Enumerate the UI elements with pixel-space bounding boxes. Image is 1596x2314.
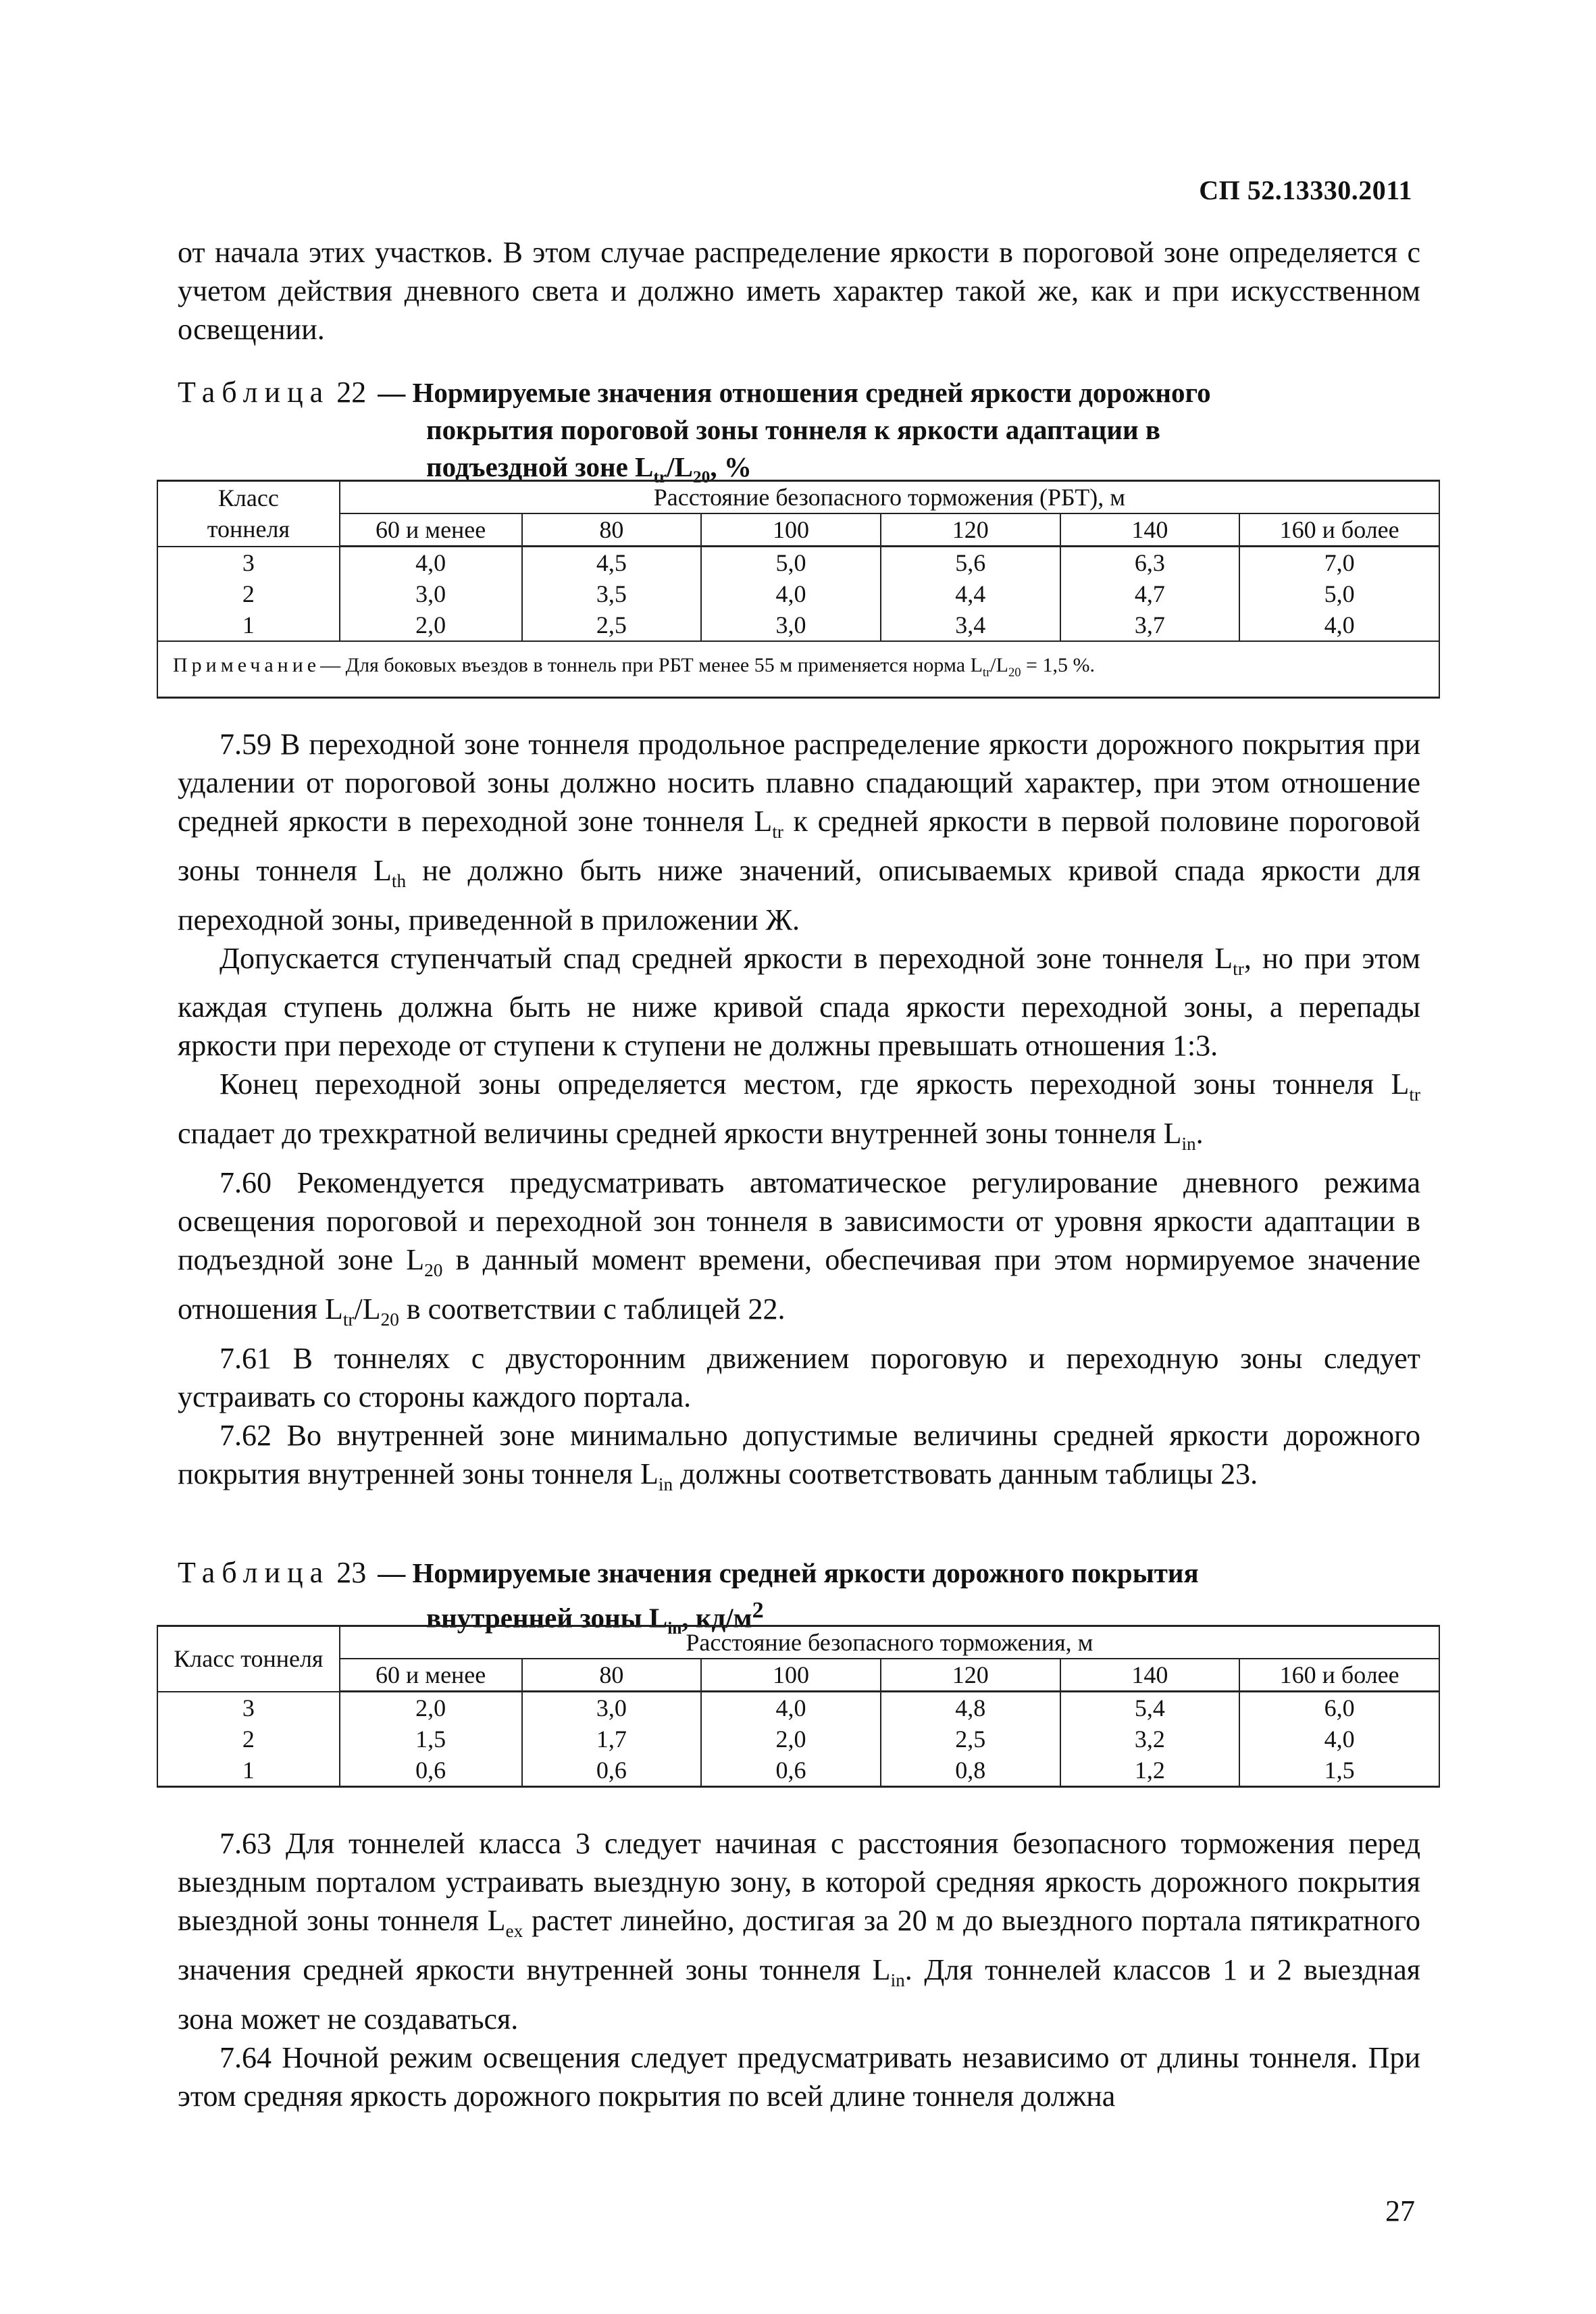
caption-number: 22 (336, 376, 367, 409)
value-cell: 6,3 (1060, 547, 1240, 579)
intro-paragraph (178, 233, 1420, 349)
value-cell: 3,0 (701, 609, 881, 641)
paragraph-7-64: 7.64 Ночной режим освещения следует предусматривать независимо от длины тоннеля. При этом средняя яркость дорожного покрытия по всей длине тоннеля должна (178, 2040, 1420, 2113)
value-cell: 2,0 (701, 1724, 881, 1755)
column-header: 80 (522, 1659, 702, 1692)
value-cell: 4,4 (881, 578, 1060, 609)
value-cell: 0,6 (701, 1755, 881, 1787)
document-code: СП 52.13330.2011 (1199, 175, 1412, 205)
class-cell: 2 (157, 1724, 340, 1755)
paragraph-end: Конец переходной зоны определяется местом, где яркость переходной зоны тоннеля $L_{tr}$ спадает до трехкратной величины средней яркости внутренней зоны тоннеля $L_{in}$. (178, 1067, 1420, 1154)
column-header: 140 (1060, 1659, 1240, 1692)
caption-title: — Нормируемые значения отношения средней яркости дорожного (378, 377, 1211, 408)
class-cell: 1 (157, 1755, 340, 1787)
table-row (157, 1755, 1439, 1787)
value-cell: 4,8 (881, 1692, 1060, 1724)
column-header: 120 (881, 1659, 1060, 1692)
column-header: 120 (881, 513, 1060, 547)
value-cell: 1,7 (522, 1724, 702, 1755)
main-text (178, 725, 1420, 1503)
paragraph-7-62: 7.62 Во внутренней зоне минимально допустимые величины средней яркости дорожного покрытия внутренней зоны тоннеля $L_{in}$ должны соответствовать данным таблицы 23. (178, 1418, 1420, 1494)
table-row (157, 578, 1439, 609)
header-class: Класс тоннеля (157, 481, 340, 547)
value-cell: 5,0 (701, 547, 881, 579)
value-cell: 4,5 (522, 547, 702, 579)
value-cell: 4,7 (1060, 578, 1240, 609)
caption-label: Таблица (178, 376, 330, 409)
value-cell: 4,0 (340, 547, 522, 579)
table-row (157, 547, 1439, 579)
value-cell: 3,0 (340, 578, 522, 609)
table-note-row (157, 641, 1439, 698)
paragraph-step: Допускается ступенчатый спад средней яркости в переходной зоне тоннеля $L_{tr}$, но при этом каждая ступень должна быть не ниже кривой спада яркости переходной зоны, а перепады яркости при переходе от ступени к ступени не должны превышать отношения 1:3. (178, 941, 1420, 1063)
caption-title-line-2: внутренней зоны $L_{in}$, $кд/м^2$ (426, 1598, 764, 1638)
value-cell: 3,7 (1060, 609, 1240, 641)
value-cell: 2,0 (340, 1692, 522, 1724)
paragraph-7-63: 7.63 Для тоннелей класса 3 следует начиная с расстояния безопасного торможения перед выездным порталом устраивать выездную зону, в которой средняя яркость дорожного покрытия выездной зоны тоннеля $L_{ex}$ растет линейно, достигая за 20 м до выездного портала пятикратного значения средней яркости внутренней зоны тоннеля $L_{in}$. Для тоннелей классов 1 и 2 выездная зона может не создаваться. (178, 1827, 1421, 2036)
paragraph-7-60: 7.60 Рекомендуется предусматривать автоматическое регулирование дневного режима освещения пороговой и переходной зон тоннеля в зависимости от уровня яркости адаптации в подъездной зоне $L_{20}$ в данный момент времени, обеспечивая при этом нормируемое значение отношения $L_{tr}/L_{20}$ в соответствии с таблицей 22. (178, 1165, 1420, 1330)
column-header: 140 (1060, 513, 1240, 547)
value-cell: 3,5 (522, 578, 702, 609)
value-cell: 2,5 (522, 609, 702, 641)
column-header: 100 (701, 1659, 881, 1692)
class-cell: 1 (157, 609, 340, 641)
table-22 (157, 480, 1440, 699)
column-header: 100 (701, 513, 881, 547)
value-cell: 0,8 (881, 1755, 1060, 1787)
main-text-bottom (178, 1824, 1420, 2115)
paragraph-7-61: 7.61 В тоннелях с двусторонним движением пороговую и переходную зоны следует устраивать со стороны каждого портала. (178, 1341, 1420, 1413)
header-distance-group: Расстояние безопасного торможения, м (340, 1626, 1439, 1659)
caption-number: 23 (336, 1556, 367, 1589)
table-note: Примечание— Для боковых въездов в тоннель при РБТ менее 55 м применяется норма $L_{tr}/L_{20} = 1,5$ %. (157, 641, 1439, 698)
paragraph: от начала этих участков. В этом случае распределение яркости в пороговой зоне определяется с учетом действия дневного света и должно иметь характер такой же, как и при искусственном освещении. (178, 236, 1420, 346)
value-cell: 0,6 (522, 1755, 702, 1787)
value-cell: 5,0 (1239, 578, 1439, 609)
caption-title-line-2: покрытия пороговой зоны тоннеля к яркости адаптации в (426, 414, 1160, 445)
value-cell: 3,2 (1060, 1724, 1240, 1755)
table-row (157, 609, 1439, 641)
value-cell: 7,0 (1239, 547, 1439, 579)
value-cell: 3,4 (881, 609, 1060, 641)
value-cell: 5,4 (1060, 1692, 1240, 1724)
value-cell: 0,6 (340, 1755, 522, 1787)
value-cell: 1,2 (1060, 1755, 1240, 1787)
table-row (157, 1724, 1439, 1755)
column-header: 160 и более (1239, 513, 1439, 547)
page-number: 27 (1385, 2194, 1415, 2228)
value-cell: 3,0 (522, 1692, 702, 1724)
caption-title-line-3: подъездной зоне $L_{tr}/L_{20}$, % (426, 451, 752, 487)
column-header: 160 и более (1239, 1659, 1439, 1692)
value-cell: 5,6 (881, 547, 1060, 579)
caption-label: Таблица (178, 1556, 330, 1589)
column-header: 60 и менее (340, 1659, 522, 1692)
value-cell: 4,0 (701, 1692, 881, 1724)
value-cell: 4,0 (1239, 609, 1439, 641)
value-cell: 6,0 (1239, 1692, 1439, 1724)
value-cell: 2,0 (340, 609, 522, 641)
table-22-caption (178, 374, 1420, 496)
caption-title: — Нормируемые значения средней яркости дорожного покрытия (378, 1557, 1199, 1588)
table-23 (157, 1625, 1440, 1788)
class-cell: 3 (157, 1692, 340, 1724)
value-cell: 4,0 (1239, 1724, 1439, 1755)
class-cell: 3 (157, 547, 340, 579)
value-cell: 4,0 (701, 578, 881, 609)
header-class: Класс тоннеля (157, 1626, 340, 1692)
table-row (157, 1692, 1439, 1724)
value-cell: 2,5 (881, 1724, 1060, 1755)
value-cell: 1,5 (1239, 1755, 1439, 1787)
column-header: 80 (522, 513, 702, 547)
column-header: 60 и менее (340, 513, 522, 547)
value-cell: 1,5 (340, 1724, 522, 1755)
paragraph-7-59: 7.59 В переходной зоне тоннеля продольное распределение яркости дорожного покрытия при удалении от пороговой зоны должно носить плавно спадающий характер, при этом отношение средней яркости в переходной зоне тоннеля $L_{tr}$ к средней яркости в первой половине пороговой зоны тоннеля $L_{th}$ не должно быть ниже значений, описываемых кривой спада яркости для переходной зоны, приведенной в приложении Ж. (178, 728, 1420, 936)
header-distance-group: Расстояние безопасного торможения (РБТ), м (340, 481, 1439, 514)
class-cell: 2 (157, 578, 340, 609)
